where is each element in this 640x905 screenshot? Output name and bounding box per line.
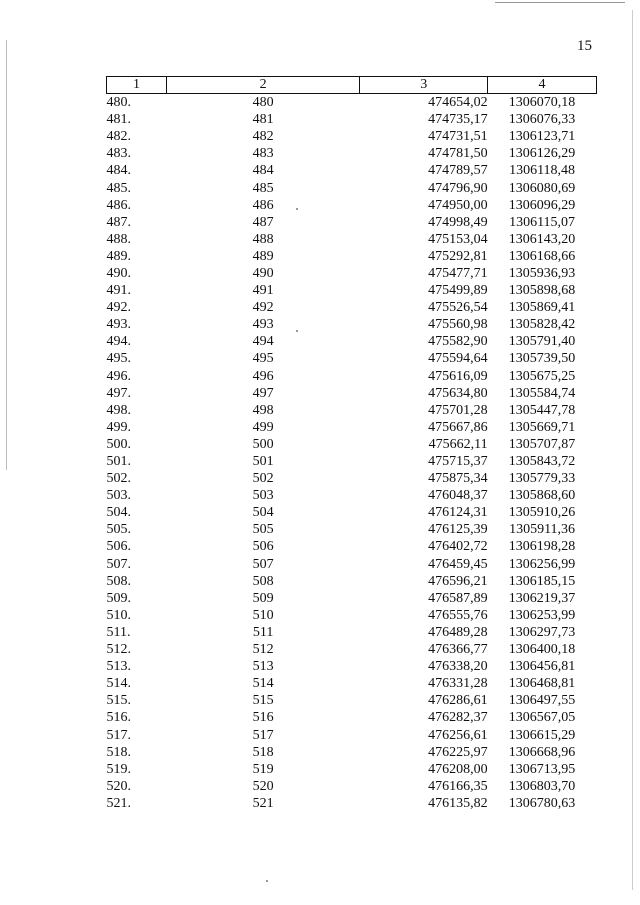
row-index-cell: 514. xyxy=(106,676,131,692)
y-coordinate-cell: 1306198,28 xyxy=(508,539,576,555)
y-coordinate-cell: 1305843,72 xyxy=(508,454,576,470)
table-header-row xyxy=(107,77,597,94)
x-coordinate-cell: 475477,71 xyxy=(428,265,488,281)
y-coordinate-cell: 1306219,37 xyxy=(508,590,576,606)
row-index-cell: 488. xyxy=(106,231,131,247)
row-index-cell: 518. xyxy=(106,744,131,760)
point-number-cell: 482 xyxy=(252,129,274,145)
x-coordinate-cell: 476596,21 xyxy=(428,573,488,589)
point-number-cell: 516 xyxy=(252,710,274,726)
row-index-cell: 493. xyxy=(106,317,131,333)
point-number-cell: 514 xyxy=(252,676,274,692)
point-number-cell: 501 xyxy=(252,454,274,470)
x-coordinate-cell: 476256,61 xyxy=(428,727,488,743)
x-coordinate-cell: 476225,97 xyxy=(428,744,488,760)
table-row xyxy=(107,607,597,624)
column-header-4: 4 xyxy=(488,77,597,94)
y-coordinate-cell: 1305739,50 xyxy=(508,351,576,367)
row-index-cell: 508. xyxy=(106,573,131,589)
point-number-cell: 505 xyxy=(252,522,274,538)
row-index-cell: 519. xyxy=(106,761,131,777)
y-coordinate-cell: 1306076,33 xyxy=(508,112,576,128)
y-coordinate-cell: 1305911,36 xyxy=(509,522,576,538)
x-coordinate-cell: 474796,90 xyxy=(428,180,488,196)
row-index-cell: 481. xyxy=(106,112,131,128)
table-row xyxy=(107,504,597,521)
table-row xyxy=(107,282,597,299)
x-coordinate-cell: 475499,89 xyxy=(428,283,488,299)
point-number-cell: 484 xyxy=(252,163,274,179)
row-index-cell: 501. xyxy=(106,454,131,470)
x-coordinate-cell: 475292,81 xyxy=(428,248,488,264)
table-row xyxy=(107,94,597,112)
scan-artifact-top-line xyxy=(495,2,625,3)
table-row xyxy=(107,419,597,436)
row-index-cell: 516. xyxy=(106,710,131,726)
point-number-cell: 513 xyxy=(252,659,274,675)
table-row xyxy=(107,111,597,128)
table-row xyxy=(107,470,597,487)
row-index-cell: 507. xyxy=(106,556,131,572)
x-coordinate-cell: 475153,04 xyxy=(428,231,488,247)
y-coordinate-cell: 1305936,93 xyxy=(508,265,576,281)
table-row xyxy=(107,453,597,470)
y-coordinate-cell: 1306123,71 xyxy=(508,129,576,145)
y-coordinate-cell: 1305910,26 xyxy=(508,505,576,521)
x-coordinate-cell: 476048,37 xyxy=(428,488,488,504)
x-coordinate-cell: 474789,57 xyxy=(428,163,488,179)
point-number-cell: 492 xyxy=(252,300,274,316)
point-number-cell: 491 xyxy=(252,283,274,299)
y-coordinate-cell: 1306297,73 xyxy=(508,624,576,640)
row-index-cell: 494. xyxy=(106,334,131,350)
table-row xyxy=(107,521,597,538)
table-row xyxy=(107,299,597,316)
point-number-cell: 485 xyxy=(252,180,274,196)
row-index-cell: 511. xyxy=(106,624,131,640)
row-index-cell: 484. xyxy=(106,163,131,179)
x-coordinate-cell: 474998,49 xyxy=(428,214,488,230)
table-row xyxy=(107,538,597,555)
x-coordinate-cell: 476282,37 xyxy=(428,710,488,726)
row-index-cell: 480. xyxy=(106,95,131,111)
x-coordinate-cell: 476587,89 xyxy=(428,590,488,606)
y-coordinate-cell: 1305584,74 xyxy=(508,385,576,401)
table-row xyxy=(107,316,597,333)
y-coordinate-cell: 1306713,95 xyxy=(508,761,576,777)
point-number-cell: 490 xyxy=(252,265,274,281)
x-coordinate-cell: 476286,61 xyxy=(428,693,488,709)
table-row xyxy=(107,402,597,419)
row-index-cell: 503. xyxy=(106,488,131,504)
scan-artifact-right-edge xyxy=(632,10,633,890)
row-index-cell: 517. xyxy=(106,727,131,743)
row-index-cell: 515. xyxy=(106,693,131,709)
y-coordinate-cell: 1306253,99 xyxy=(508,607,576,623)
point-number-cell: 520 xyxy=(252,778,274,794)
y-coordinate-cell: 1305707,87 xyxy=(508,436,576,452)
point-number-cell: 489 xyxy=(252,248,274,264)
point-number-cell: 493 xyxy=(252,317,274,333)
y-coordinate-cell: 1306400,18 xyxy=(508,642,576,658)
table-row xyxy=(107,795,597,812)
table-row xyxy=(107,692,597,709)
table-row xyxy=(107,658,597,675)
point-number-cell: 486 xyxy=(252,197,274,213)
table-row xyxy=(107,179,597,196)
coordinates-table xyxy=(106,76,597,812)
point-number-cell: 487 xyxy=(252,214,274,230)
y-coordinate-cell: 1306115,07 xyxy=(509,214,576,230)
point-number-cell: 488 xyxy=(252,231,274,247)
row-index-cell: 512. xyxy=(106,642,131,658)
y-coordinate-cell: 1306668,96 xyxy=(508,744,576,760)
row-index-cell: 495. xyxy=(106,351,131,367)
row-index-cell: 509. xyxy=(106,590,131,606)
point-number-cell: 506 xyxy=(252,539,274,555)
x-coordinate-cell: 476402,72 xyxy=(428,539,488,555)
point-number-cell: 496 xyxy=(252,368,274,384)
table-row xyxy=(107,436,597,453)
y-coordinate-cell: 1306615,29 xyxy=(508,727,576,743)
row-index-cell: 499. xyxy=(106,419,131,435)
x-coordinate-cell: 475715,37 xyxy=(428,454,488,470)
y-coordinate-cell: 1306096,29 xyxy=(508,197,576,213)
table-row xyxy=(107,214,597,231)
x-coordinate-cell: 474735,17 xyxy=(428,112,488,128)
point-number-cell: 515 xyxy=(252,693,274,709)
row-index-cell: 486. xyxy=(106,197,131,213)
point-number-cell: 502 xyxy=(252,471,274,487)
x-coordinate-cell: 475616,09 xyxy=(428,368,488,384)
y-coordinate-cell: 1306567,05 xyxy=(508,710,576,726)
table-row xyxy=(107,675,597,692)
row-index-cell: 510. xyxy=(106,607,131,623)
table-row xyxy=(107,128,597,145)
table-row xyxy=(107,709,597,726)
row-index-cell: 485. xyxy=(106,180,131,196)
x-coordinate-cell: 474781,50 xyxy=(428,146,488,162)
table-row xyxy=(107,641,597,658)
row-index-cell: 500. xyxy=(106,436,131,452)
point-number-cell: 483 xyxy=(252,146,274,162)
table-row xyxy=(107,162,597,179)
y-coordinate-cell: 1306780,63 xyxy=(508,795,576,811)
x-coordinate-cell: 475526,54 xyxy=(428,300,488,316)
x-coordinate-cell: 475594,64 xyxy=(428,351,488,367)
x-coordinate-cell: 476489,28 xyxy=(428,624,488,640)
point-number-cell: 512 xyxy=(252,642,274,658)
point-number-cell: 508 xyxy=(252,573,274,589)
x-coordinate-cell: 474950,00 xyxy=(428,197,488,213)
row-index-cell: 490. xyxy=(106,265,131,281)
x-coordinate-cell: 476125,39 xyxy=(428,522,488,538)
table-row xyxy=(107,624,597,641)
y-coordinate-cell: 1306497,55 xyxy=(508,693,576,709)
point-number-cell: 480 xyxy=(252,95,274,111)
y-coordinate-cell: 1306468,81 xyxy=(508,676,576,692)
table-row xyxy=(107,248,597,265)
point-number-cell: 509 xyxy=(252,590,274,606)
scan-speck xyxy=(266,880,268,882)
row-index-cell: 492. xyxy=(106,300,131,316)
table-body xyxy=(107,94,597,812)
x-coordinate-cell: 474731,51 xyxy=(428,129,488,145)
y-coordinate-cell: 1305791,40 xyxy=(508,334,576,350)
point-number-cell: 494 xyxy=(252,334,274,350)
point-number-cell: 500 xyxy=(252,436,274,452)
point-number-cell: 495 xyxy=(252,351,274,367)
x-coordinate-cell: 476366,77 xyxy=(428,642,488,658)
row-index-cell: 487. xyxy=(106,214,131,230)
row-index-cell: 521. xyxy=(106,795,131,811)
y-coordinate-cell: 1306080,69 xyxy=(508,180,576,196)
point-number-cell: 521 xyxy=(252,795,274,811)
x-coordinate-cell: 476459,45 xyxy=(428,556,488,572)
x-coordinate-cell: 475582,90 xyxy=(428,334,488,350)
point-number-cell: 517 xyxy=(252,727,274,743)
x-coordinate-cell: 476338,20 xyxy=(428,659,488,675)
y-coordinate-cell: 1305447,78 xyxy=(508,402,576,418)
y-coordinate-cell: 1305828,42 xyxy=(508,317,576,333)
point-number-cell: 499 xyxy=(252,419,274,435)
x-coordinate-cell: 476124,31 xyxy=(428,505,488,521)
x-coordinate-cell: 475875,34 xyxy=(428,471,488,487)
y-coordinate-cell: 1306185,15 xyxy=(508,573,576,589)
table-row xyxy=(107,726,597,743)
table-row xyxy=(107,590,597,607)
row-index-cell: 505. xyxy=(106,522,131,538)
x-coordinate-cell: 476135,82 xyxy=(428,795,488,811)
table-row xyxy=(107,368,597,385)
y-coordinate-cell: 1306456,81 xyxy=(508,659,576,675)
row-index-cell: 489. xyxy=(106,248,131,264)
y-coordinate-cell: 1306256,99 xyxy=(508,556,576,572)
table-row xyxy=(107,333,597,350)
x-coordinate-cell: 475662,11 xyxy=(428,436,488,452)
x-coordinate-cell: 476208,00 xyxy=(428,761,488,777)
row-index-cell: 498. xyxy=(106,402,131,418)
row-index-cell: 502. xyxy=(106,471,131,487)
table-row xyxy=(107,761,597,778)
table-row xyxy=(107,744,597,761)
point-number-cell: 481 xyxy=(252,112,274,128)
y-coordinate-cell: 1305868,60 xyxy=(508,488,576,504)
x-coordinate-cell: 475560,98 xyxy=(428,317,488,333)
point-number-cell: 511 xyxy=(252,624,274,640)
y-coordinate-cell: 1305898,68 xyxy=(508,283,576,299)
row-index-cell: 491. xyxy=(106,283,131,299)
table-row xyxy=(107,145,597,162)
x-coordinate-cell: 476555,76 xyxy=(428,607,488,623)
page-number: 15 xyxy=(577,38,592,54)
point-number-cell: 519 xyxy=(252,761,274,777)
column-header-2: 2 xyxy=(166,77,359,94)
column-header-1: 1 xyxy=(107,77,167,94)
table-row xyxy=(107,231,597,248)
point-number-cell: 498 xyxy=(252,402,274,418)
table-row xyxy=(107,573,597,590)
y-coordinate-cell: 1306118,48 xyxy=(509,163,576,179)
x-coordinate-cell: 475667,86 xyxy=(428,419,488,435)
x-coordinate-cell: 475701,28 xyxy=(428,402,488,418)
point-number-cell: 507 xyxy=(252,556,274,572)
y-coordinate-cell: 1306126,29 xyxy=(508,146,576,162)
table-row xyxy=(107,350,597,367)
row-index-cell: 504. xyxy=(106,505,131,521)
x-coordinate-cell: 476166,35 xyxy=(428,778,488,794)
column-header-3: 3 xyxy=(360,77,488,94)
x-coordinate-cell: 476331,28 xyxy=(428,676,488,692)
row-index-cell: 483. xyxy=(106,146,131,162)
row-index-cell: 482. xyxy=(106,129,131,145)
table-row xyxy=(107,197,597,214)
row-index-cell: 506. xyxy=(106,539,131,555)
point-number-cell: 504 xyxy=(252,505,274,521)
row-index-cell: 496. xyxy=(106,368,131,384)
row-index-cell: 520. xyxy=(106,778,131,794)
point-number-cell: 518 xyxy=(252,744,274,760)
point-number-cell: 497 xyxy=(252,385,274,401)
point-number-cell: 503 xyxy=(252,488,274,504)
table-row xyxy=(107,385,597,402)
y-coordinate-cell: 1306168,66 xyxy=(508,248,576,264)
y-coordinate-cell: 1305779,33 xyxy=(508,471,576,487)
table-row xyxy=(107,778,597,795)
y-coordinate-cell: 1306070,18 xyxy=(508,95,576,111)
table-row xyxy=(107,487,597,504)
x-coordinate-cell: 475634,80 xyxy=(428,385,488,401)
y-coordinate-cell: 1306143,20 xyxy=(508,231,576,247)
y-coordinate-cell: 1306803,70 xyxy=(508,778,576,794)
row-index-cell: 497. xyxy=(106,385,131,401)
y-coordinate-cell: 1305675,25 xyxy=(508,368,576,384)
table-row xyxy=(107,265,597,282)
row-index-cell: 513. xyxy=(106,659,131,675)
table-row xyxy=(107,556,597,573)
y-coordinate-cell: 1305869,41 xyxy=(508,300,576,316)
y-coordinate-cell: 1305669,71 xyxy=(508,419,576,435)
point-number-cell: 510 xyxy=(252,607,274,623)
scan-artifact-left-edge xyxy=(6,40,7,470)
x-coordinate-cell: 474654,02 xyxy=(428,95,488,111)
